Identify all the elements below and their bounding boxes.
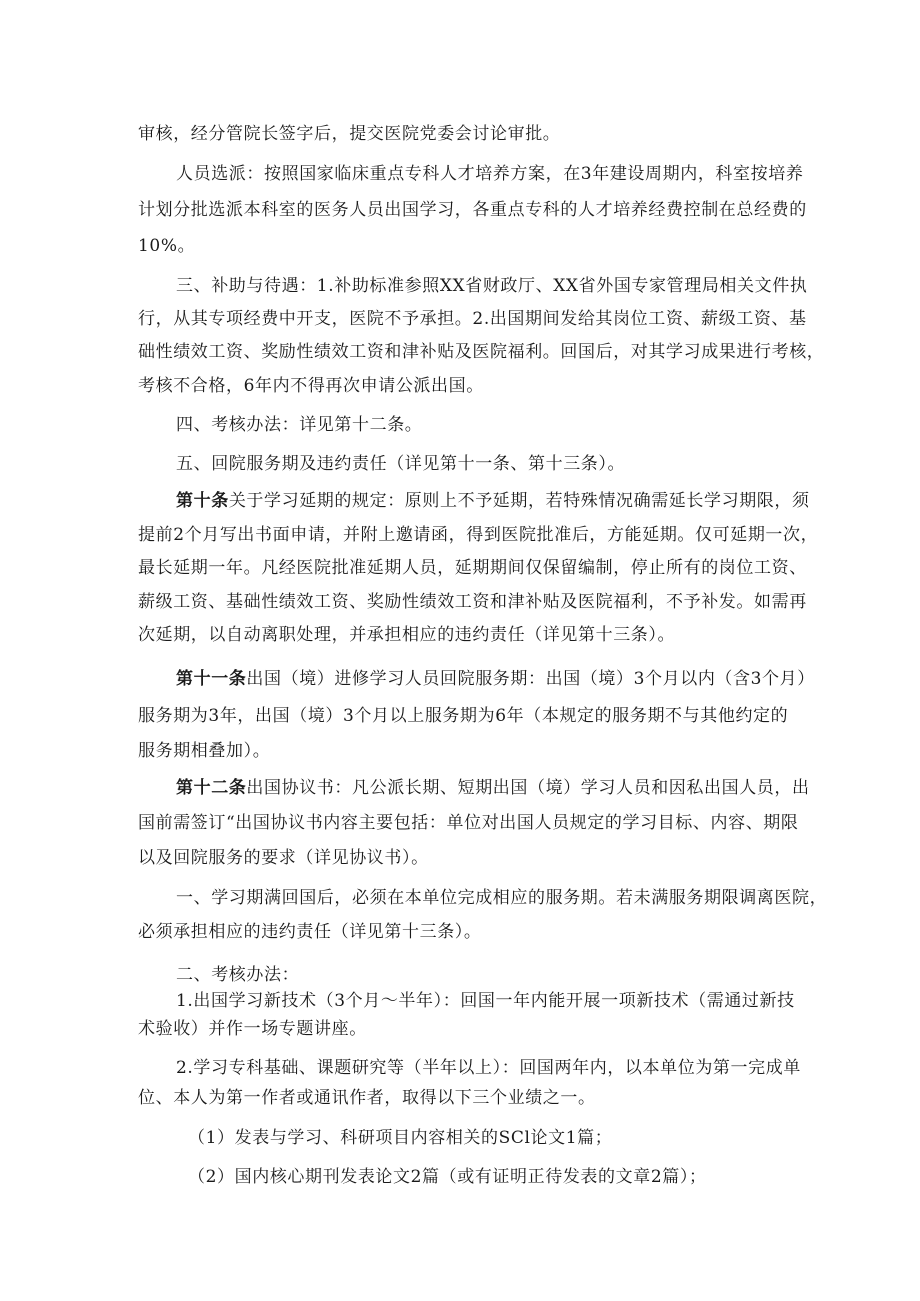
paragraph-line: 行，从其专项经费中开支，医院不予承担。2.出国期间发给其岗位工资、薪级工资、基 xyxy=(138,309,807,329)
paragraph-line: 国前需签订“出国协议书内容主要包括：单位对出国人员规定的学习目标、内容、期限 xyxy=(138,813,799,833)
paragraph-line: 以及回院服务的要求（详见协议书）。 xyxy=(138,848,429,868)
article-paragraph xyxy=(176,667,815,691)
paragraph-line: 1.出国学习新技术（3个月～半年）：回国一年内能开展一项新技术（需通过新技 xyxy=(176,991,795,1011)
paragraph-line: 四、考核办法：详见第十二条。 xyxy=(176,415,423,435)
paragraph-line: 提前2个月写出书面申请，并附上邀请函，得到医院批准后，方能延期。仅可延期一次， xyxy=(138,525,819,545)
paragraph-line: 次延期，以自动离职处理，并承担相应的违约责任（详见第十三条）。 xyxy=(138,625,676,645)
paragraph-line: 服务期为3年，出国（境）3个月以上服务期为6年（本规定的服务期不与其他约定的 xyxy=(138,706,789,726)
article-label: 第十一条 xyxy=(176,669,247,689)
paragraph-line: 计划分批选派本科室的医务人员出国学习，各重点专科的人才培养经费控制在总经费的 xyxy=(138,200,807,220)
list-item: （1）发表与学习、科研项目内容相关的SCl论文1篇； xyxy=(188,1128,613,1148)
paragraph-line: 术验收）并作一场专题讲座。 xyxy=(138,1019,367,1039)
paragraph-line: 10%。 xyxy=(138,236,196,256)
paragraph-line: 人员选派：按照国家临床重点专科人才培养方案，在3年建设周期内，科室按培养 xyxy=(176,164,804,184)
list-item: （2）国内核心期刊发表论文2篇（或有证明正待发表的文章2篇）； xyxy=(188,1167,707,1187)
paragraph-line: 位、本人为第一作者或通讯作者，取得以下三个业绩之一。 xyxy=(138,1088,596,1108)
article-text: 关于学习延期的规定：原则上不予延期，若特殊情况确需延长学习期限，须 xyxy=(228,491,810,511)
paragraph-line: 审核，经分管院长签字后，提交医院党委会讨论审批。 xyxy=(138,124,561,144)
article-paragraph xyxy=(176,489,810,513)
article-text: 出国协议书：凡公派长期、短期出国（境）学习人员和因私出国人员，出 xyxy=(246,778,810,798)
paragraph-line: 五、回院服务期及违约责任（详见第十一条、第十三条）。 xyxy=(176,454,626,474)
paragraph-line: 最长延期一年。凡经医院批准延期人员，延期期间仅保留编制，停止所有的岗位工资、 xyxy=(138,558,807,578)
paragraph-line: 2.学习专科基础、课题研究等（半年以上）：回国两年内，以本单位为第一完成单 xyxy=(176,1058,801,1078)
paragraph-line: 服务期相叠加）。 xyxy=(138,741,271,761)
paragraph-line: 三、补助与待遇：1.补助标准参照XX省财政厅、XX省外国专家管理局相关文件执 xyxy=(176,276,808,296)
paragraph-line: 薪级工资、基础性绩效工资、奖励性绩效工资和津补贴及医院福利，不予补发。如需再 xyxy=(138,592,807,612)
article-text: 出国（境）进修学习人员回院服务期：出国（境）3个月以内（含3个月） xyxy=(246,669,815,689)
article-label: 第十条 xyxy=(176,491,229,511)
article-paragraph xyxy=(176,776,810,800)
article-label: 第十二条 xyxy=(176,778,247,798)
paragraph-line: 必须承担相应的违约责任（详见第十三条）。 xyxy=(138,922,482,942)
paragraph-line: 二、考核办法： xyxy=(176,965,300,985)
paragraph-line: 一、学习期满回国后，必须在本单位完成相应的服务期。若未满服务期限调离医院， xyxy=(176,888,828,908)
paragraph-line: 考核不合格，6年内不得再次申请公派出国。 xyxy=(138,376,484,396)
paragraph-line: 础性绩效工资、奖励性绩效工资和津补贴及医院福利。回国后，对其学习成果进行考核， xyxy=(138,342,825,362)
